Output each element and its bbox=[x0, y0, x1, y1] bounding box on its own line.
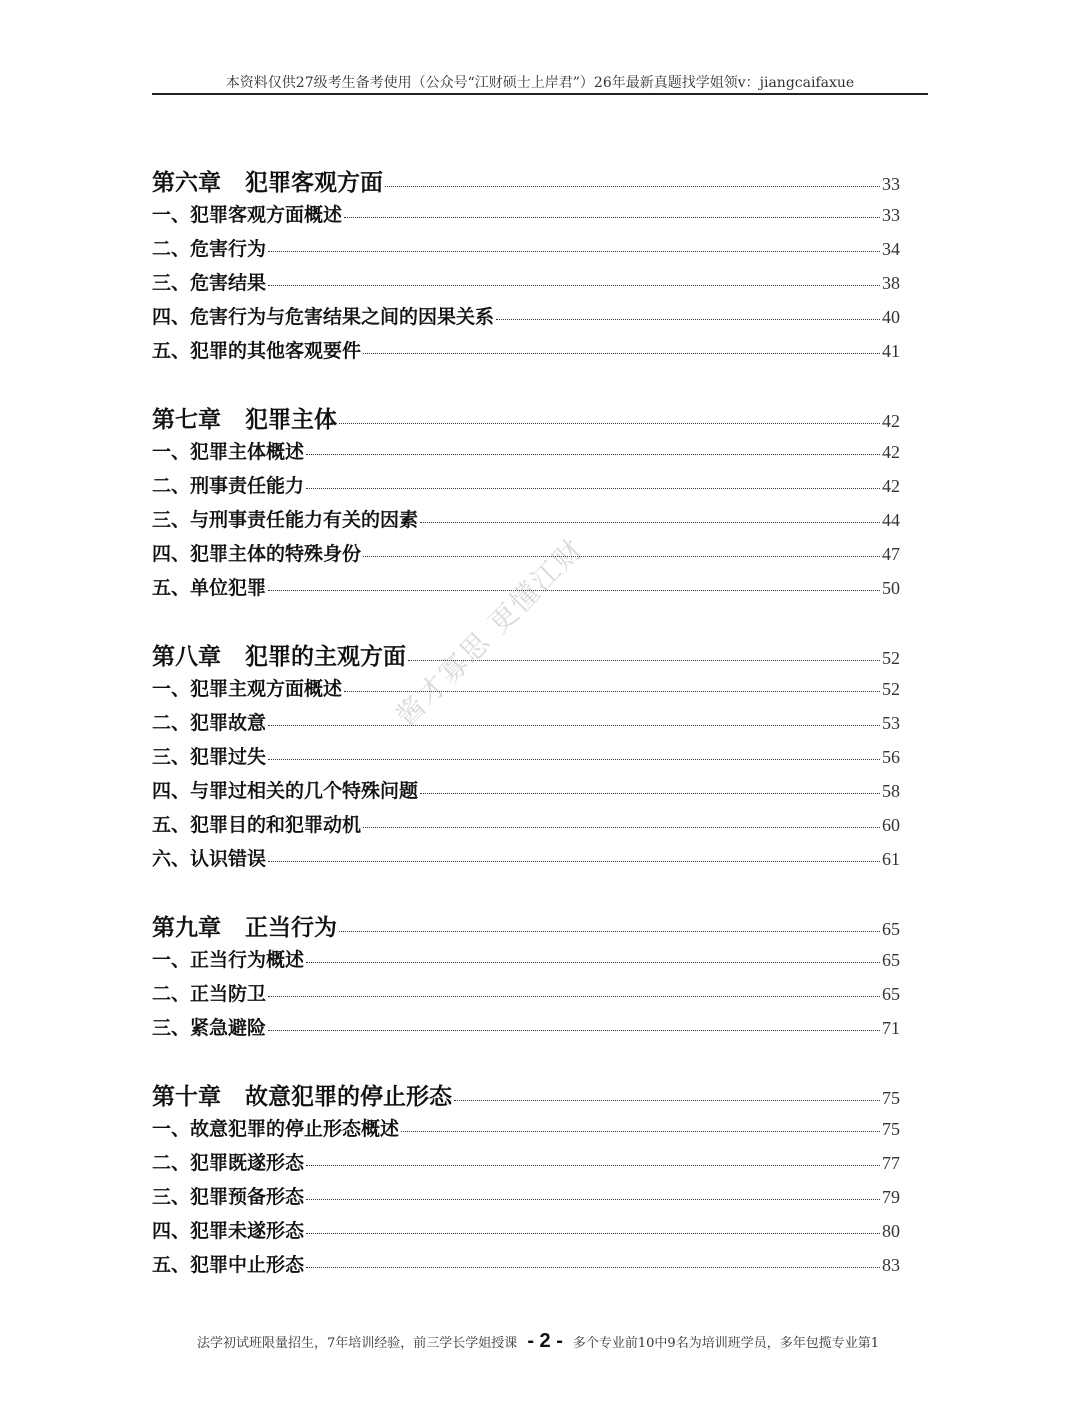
dot-leader bbox=[268, 1030, 880, 1031]
section-page-number: 56 bbox=[882, 747, 900, 767]
section-page-number: 58 bbox=[882, 781, 900, 801]
watermark: 酱才寡思 更懂江财 bbox=[389, 531, 591, 733]
section-title: 二、犯罪既遂形态 bbox=[152, 1152, 305, 1174]
toc-section-entry bbox=[152, 945, 900, 972]
dot-leader bbox=[268, 759, 880, 760]
dot-leader bbox=[363, 827, 880, 828]
footer-right-text: 多个专业前10中9名为培训班学员，多年包揽专业第1 bbox=[572, 1336, 879, 1351]
toc-section-entry bbox=[152, 810, 900, 837]
section-title: 一、犯罪客观方面概述 bbox=[152, 204, 343, 226]
dot-leader bbox=[268, 996, 880, 997]
chapter-heading bbox=[152, 401, 337, 434]
section-page-number: 40 bbox=[882, 307, 900, 327]
toc-section-entry bbox=[152, 505, 900, 532]
section-title: 二、犯罪故意 bbox=[152, 712, 267, 734]
chapter-heading bbox=[152, 909, 337, 942]
dot-leader bbox=[306, 488, 880, 489]
section-title: 五、犯罪目的和犯罪动机 bbox=[152, 814, 362, 836]
section-page-number: 38 bbox=[882, 273, 900, 293]
section-page-number: 42 bbox=[882, 476, 900, 496]
chapter-number: 第十章 bbox=[152, 1083, 221, 1110]
dot-leader bbox=[306, 1165, 880, 1166]
section-page-number: 61 bbox=[882, 849, 900, 869]
dot-leader bbox=[306, 454, 880, 455]
section-title: 三、危害结果 bbox=[152, 272, 267, 294]
dot-leader bbox=[420, 793, 880, 794]
page-number: - 2 - bbox=[527, 1330, 563, 1352]
section-page-number: 41 bbox=[882, 341, 900, 361]
toc-section-entry bbox=[152, 1148, 900, 1175]
chapter-title: 犯罪主体 bbox=[245, 406, 337, 433]
dot-leader bbox=[454, 1100, 880, 1101]
chapter-heading bbox=[152, 1078, 452, 1111]
dot-leader bbox=[401, 1131, 880, 1132]
section-title: 五、犯罪中止形态 bbox=[152, 1254, 305, 1276]
toc-section-entry bbox=[152, 234, 900, 261]
toc-section-entry bbox=[152, 776, 900, 803]
page-footer bbox=[168, 1330, 908, 1353]
section-title: 三、紧急避险 bbox=[152, 1017, 267, 1039]
dot-leader bbox=[306, 1233, 880, 1234]
dot-leader bbox=[268, 285, 880, 286]
toc-section-entry bbox=[152, 1013, 900, 1040]
toc-chapter-entry bbox=[152, 401, 900, 434]
section-page-number: 77 bbox=[882, 1153, 900, 1173]
chapter-page-number: 65 bbox=[882, 919, 900, 939]
dot-leader bbox=[363, 556, 880, 557]
dot-leader bbox=[268, 861, 880, 862]
toc-chapter-entry bbox=[152, 1078, 900, 1111]
chapter-title: 故意犯罪的停止形态 bbox=[245, 1083, 452, 1110]
dot-leader bbox=[496, 319, 880, 320]
toc-section-entry bbox=[152, 742, 900, 769]
dot-leader bbox=[268, 590, 880, 591]
dot-leader bbox=[268, 725, 880, 726]
section-page-number: 65 bbox=[882, 950, 900, 970]
toc-section-entry bbox=[152, 1216, 900, 1243]
chapter-title: 正当行为 bbox=[245, 914, 337, 941]
section-page-number: 34 bbox=[882, 239, 900, 259]
dot-leader bbox=[363, 353, 880, 354]
section-page-number: 65 bbox=[882, 984, 900, 1004]
section-page-number: 47 bbox=[882, 544, 900, 564]
dot-leader bbox=[344, 217, 880, 218]
chapter-page-number: 33 bbox=[882, 174, 900, 194]
section-title: 三、犯罪过失 bbox=[152, 746, 267, 768]
section-title: 一、故意犯罪的停止形态概述 bbox=[152, 1118, 400, 1140]
section-page-number: 42 bbox=[882, 442, 900, 462]
section-page-number: 52 bbox=[882, 679, 900, 699]
dot-leader bbox=[306, 962, 880, 963]
chapter-heading bbox=[152, 164, 383, 197]
toc-section-entry bbox=[152, 844, 900, 871]
section-title: 二、刑事责任能力 bbox=[152, 475, 305, 497]
chapter-number: 第六章 bbox=[152, 169, 221, 196]
dot-leader bbox=[385, 186, 880, 187]
toc-section-entry bbox=[152, 336, 900, 363]
toc-chapter-entry bbox=[152, 638, 900, 671]
dot-leader bbox=[339, 931, 880, 932]
section-title: 三、与刑事责任能力有关的因素 bbox=[152, 509, 419, 531]
dot-leader bbox=[268, 251, 880, 252]
toc-section-entry bbox=[152, 437, 900, 464]
chapter-title: 犯罪客观方面 bbox=[245, 169, 383, 196]
section-page-number: 44 bbox=[882, 510, 900, 530]
toc-section-entry bbox=[152, 1114, 900, 1141]
toc-section-entry bbox=[152, 979, 900, 1006]
chapter-page-number: 52 bbox=[882, 648, 900, 668]
section-page-number: 83 bbox=[882, 1255, 900, 1275]
section-page-number: 75 bbox=[882, 1119, 900, 1139]
dot-leader bbox=[306, 1267, 880, 1268]
chapter-number: 第七章 bbox=[152, 406, 221, 433]
chapter-number: 第九章 bbox=[152, 914, 221, 941]
section-page-number: 60 bbox=[882, 815, 900, 835]
toc-section-entry bbox=[152, 471, 900, 498]
section-title: 五、犯罪的其他客观要件 bbox=[152, 340, 362, 362]
section-title: 五、单位犯罪 bbox=[152, 577, 267, 599]
toc-section-entry bbox=[152, 539, 900, 566]
chapter-heading bbox=[152, 638, 406, 671]
section-title: 四、犯罪主体的特殊身份 bbox=[152, 543, 362, 565]
chapter-page-number: 75 bbox=[882, 1088, 900, 1108]
dot-leader bbox=[339, 423, 880, 424]
section-title: 一、犯罪主体概述 bbox=[152, 441, 305, 463]
toc-chapter-entry bbox=[152, 164, 900, 197]
section-title: 六、认识错误 bbox=[152, 848, 267, 870]
toc-section-entry bbox=[152, 708, 900, 735]
section-title: 三、犯罪预备形态 bbox=[152, 1186, 305, 1208]
section-page-number: 79 bbox=[882, 1187, 900, 1207]
section-page-number: 80 bbox=[882, 1221, 900, 1241]
dot-leader bbox=[306, 1199, 880, 1200]
toc-section-entry bbox=[152, 200, 900, 227]
chapter-page-number: 42 bbox=[882, 411, 900, 431]
section-title: 二、危害行为 bbox=[152, 238, 267, 260]
section-title: 四、危害行为与危害结果之间的因果关系 bbox=[152, 306, 495, 328]
page-header: 本资料仅供27级考生备考使用（公众号“江财硕士上岸君”）26年最新真题找学姐领v：jiangcaifaxue bbox=[225, 75, 855, 91]
toc-section-entry bbox=[152, 674, 900, 701]
toc-chapter-entry bbox=[152, 909, 900, 942]
section-title: 一、正当行为概述 bbox=[152, 949, 305, 971]
section-page-number: 53 bbox=[882, 713, 900, 733]
toc-section-entry bbox=[152, 302, 900, 329]
dot-leader bbox=[420, 522, 880, 523]
chapter-number: 第八章 bbox=[152, 643, 221, 670]
section-title: 一、犯罪主观方面概述 bbox=[152, 678, 343, 700]
header-rule bbox=[152, 93, 928, 95]
section-page-number: 33 bbox=[882, 205, 900, 225]
section-title: 四、犯罪未遂形态 bbox=[152, 1220, 305, 1242]
toc-section-entry bbox=[152, 1182, 900, 1209]
toc-section-entry bbox=[152, 268, 900, 295]
toc-section-entry bbox=[152, 1250, 900, 1277]
footer-left-text: 法学初试班限量招生，7年培训经验，前三学长学姐授课 bbox=[197, 1336, 518, 1351]
section-page-number: 50 bbox=[882, 578, 900, 598]
section-title: 四、与罪过相关的几个特殊问题 bbox=[152, 780, 419, 802]
chapter-title: 犯罪的主观方面 bbox=[245, 643, 406, 670]
section-title: 二、正当防卫 bbox=[152, 983, 267, 1005]
section-page-number: 71 bbox=[882, 1018, 900, 1038]
